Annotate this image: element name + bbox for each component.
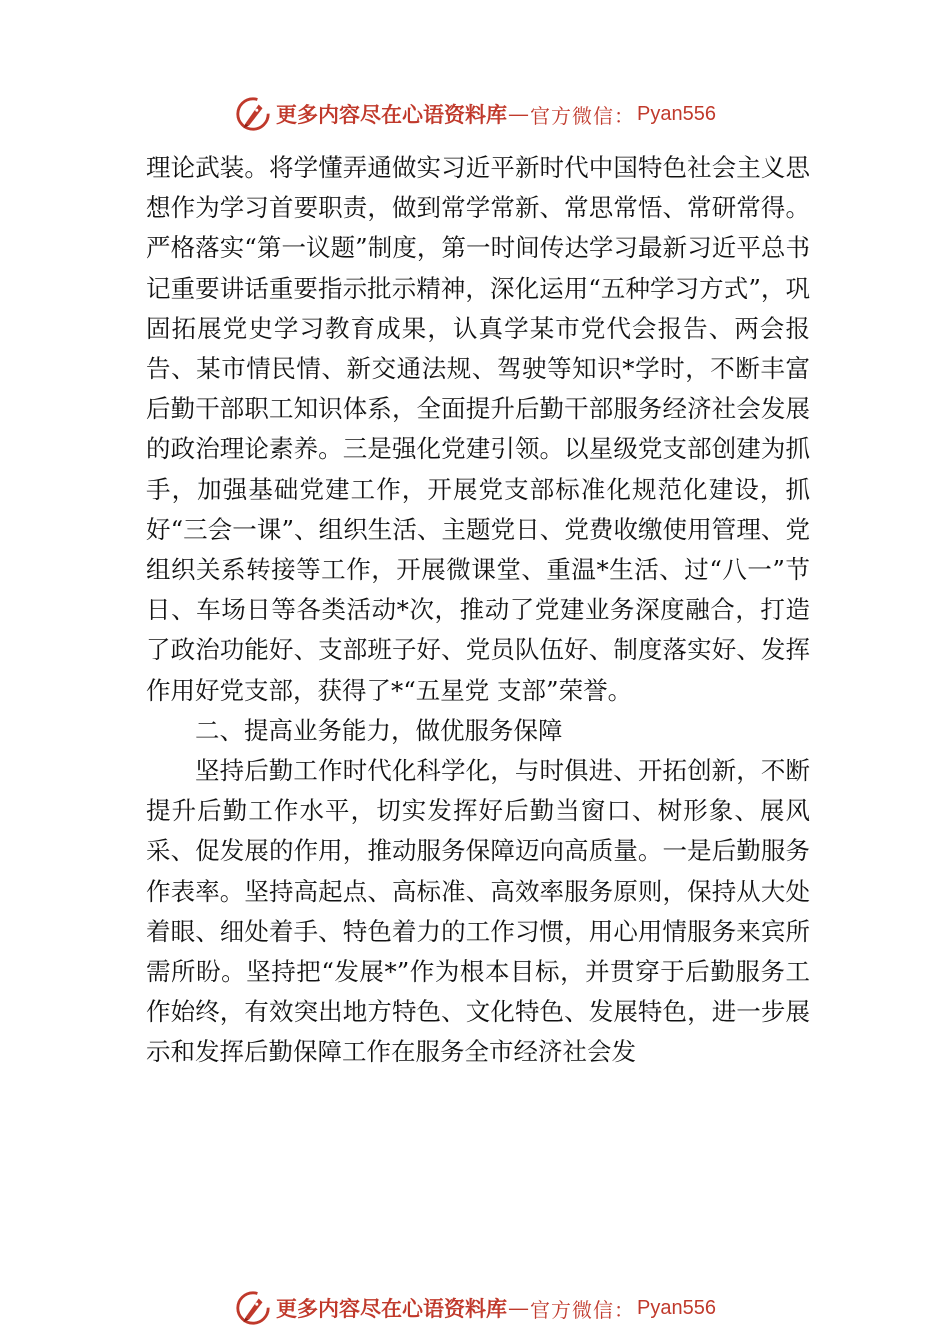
banner-separator: — <box>508 1296 530 1320</box>
body-paragraph: 坚持后勤工作时代化科学化，与时俱进、开拓创新，不断提升后勤工作水平，切实发挥好后勤当窗口、树形象、展风采、促发展的作用，推动服务保障迈向高质量。一是后勤服务作表率。坚持高起点、高标准、高效率服务原则，保持从大处着眼、细处着手、特色着力的工作习惯，用心用情服务来宾所需所盼。坚持把“发展*”作为根本目标，并贯穿于后勤服务工作始终，有效突出地方特色、文化特色、发展特色，进一步展示和发挥后勤保障工作在服务全市经济社会发 <box>146 756 810 1067</box>
wechat-id: Pyan556 <box>637 102 716 125</box>
body-paragraph: 理论武装。将学懂弄通做实习近平新时代中国特色社会主义思想作为学习首要职责，做到常学常新、常思常悟、常研常得。 严格落实“第一议题”制度，第一时间传达学习最新习近平总书记重要讲话重要指示批示精神，深化运用“五种学习方式”，巩固拓展党史学习教育成果，认真学某市党代会报告、两会报告、某市情民情、新交通法规、驾驶等知识*学时，不断丰富后勤干部职工知识体系，全面提升后勤干部服务经济社会发展的政治理论素养。三是强化党建引领。以星级党支部创建为抓手，加强基础党建工作，开展党支部标准化规范化建设，抓好“三会一课”、组织生活、主题党日、党费收缴使用管理、党组织关系转接等工作，开展微课堂、重温*生活、过“八一”节日、车场日等各类活动*次，推动了党建业务深度融合，打造了政治功能好、支部班子好、党员队伍好、制度落实好、发挥作用好党支部，获得了*“五星党 支部”荣誉。 <box>146 153 810 705</box>
banner-separator: — <box>508 102 530 126</box>
pen-nib-circle-logo-icon <box>234 95 272 133</box>
pen-nib-circle-logo-icon <box>234 1289 272 1327</box>
document-body <box>146 148 810 1073</box>
header-banner <box>0 92 950 136</box>
brand-text: 更多内容尽在心语资料库 <box>276 102 508 127</box>
wechat-id: Pyan556 <box>637 1296 716 1319</box>
wechat-label: 官方微信： <box>530 1297 636 1322</box>
footer-banner <box>0 1286 950 1330</box>
section-heading: 二、提高业务能力，做优服务保障 <box>195 715 563 745</box>
wechat-label: 官方微信： <box>530 103 636 128</box>
brand-text: 更多内容尽在心语资料库 <box>276 1296 508 1321</box>
